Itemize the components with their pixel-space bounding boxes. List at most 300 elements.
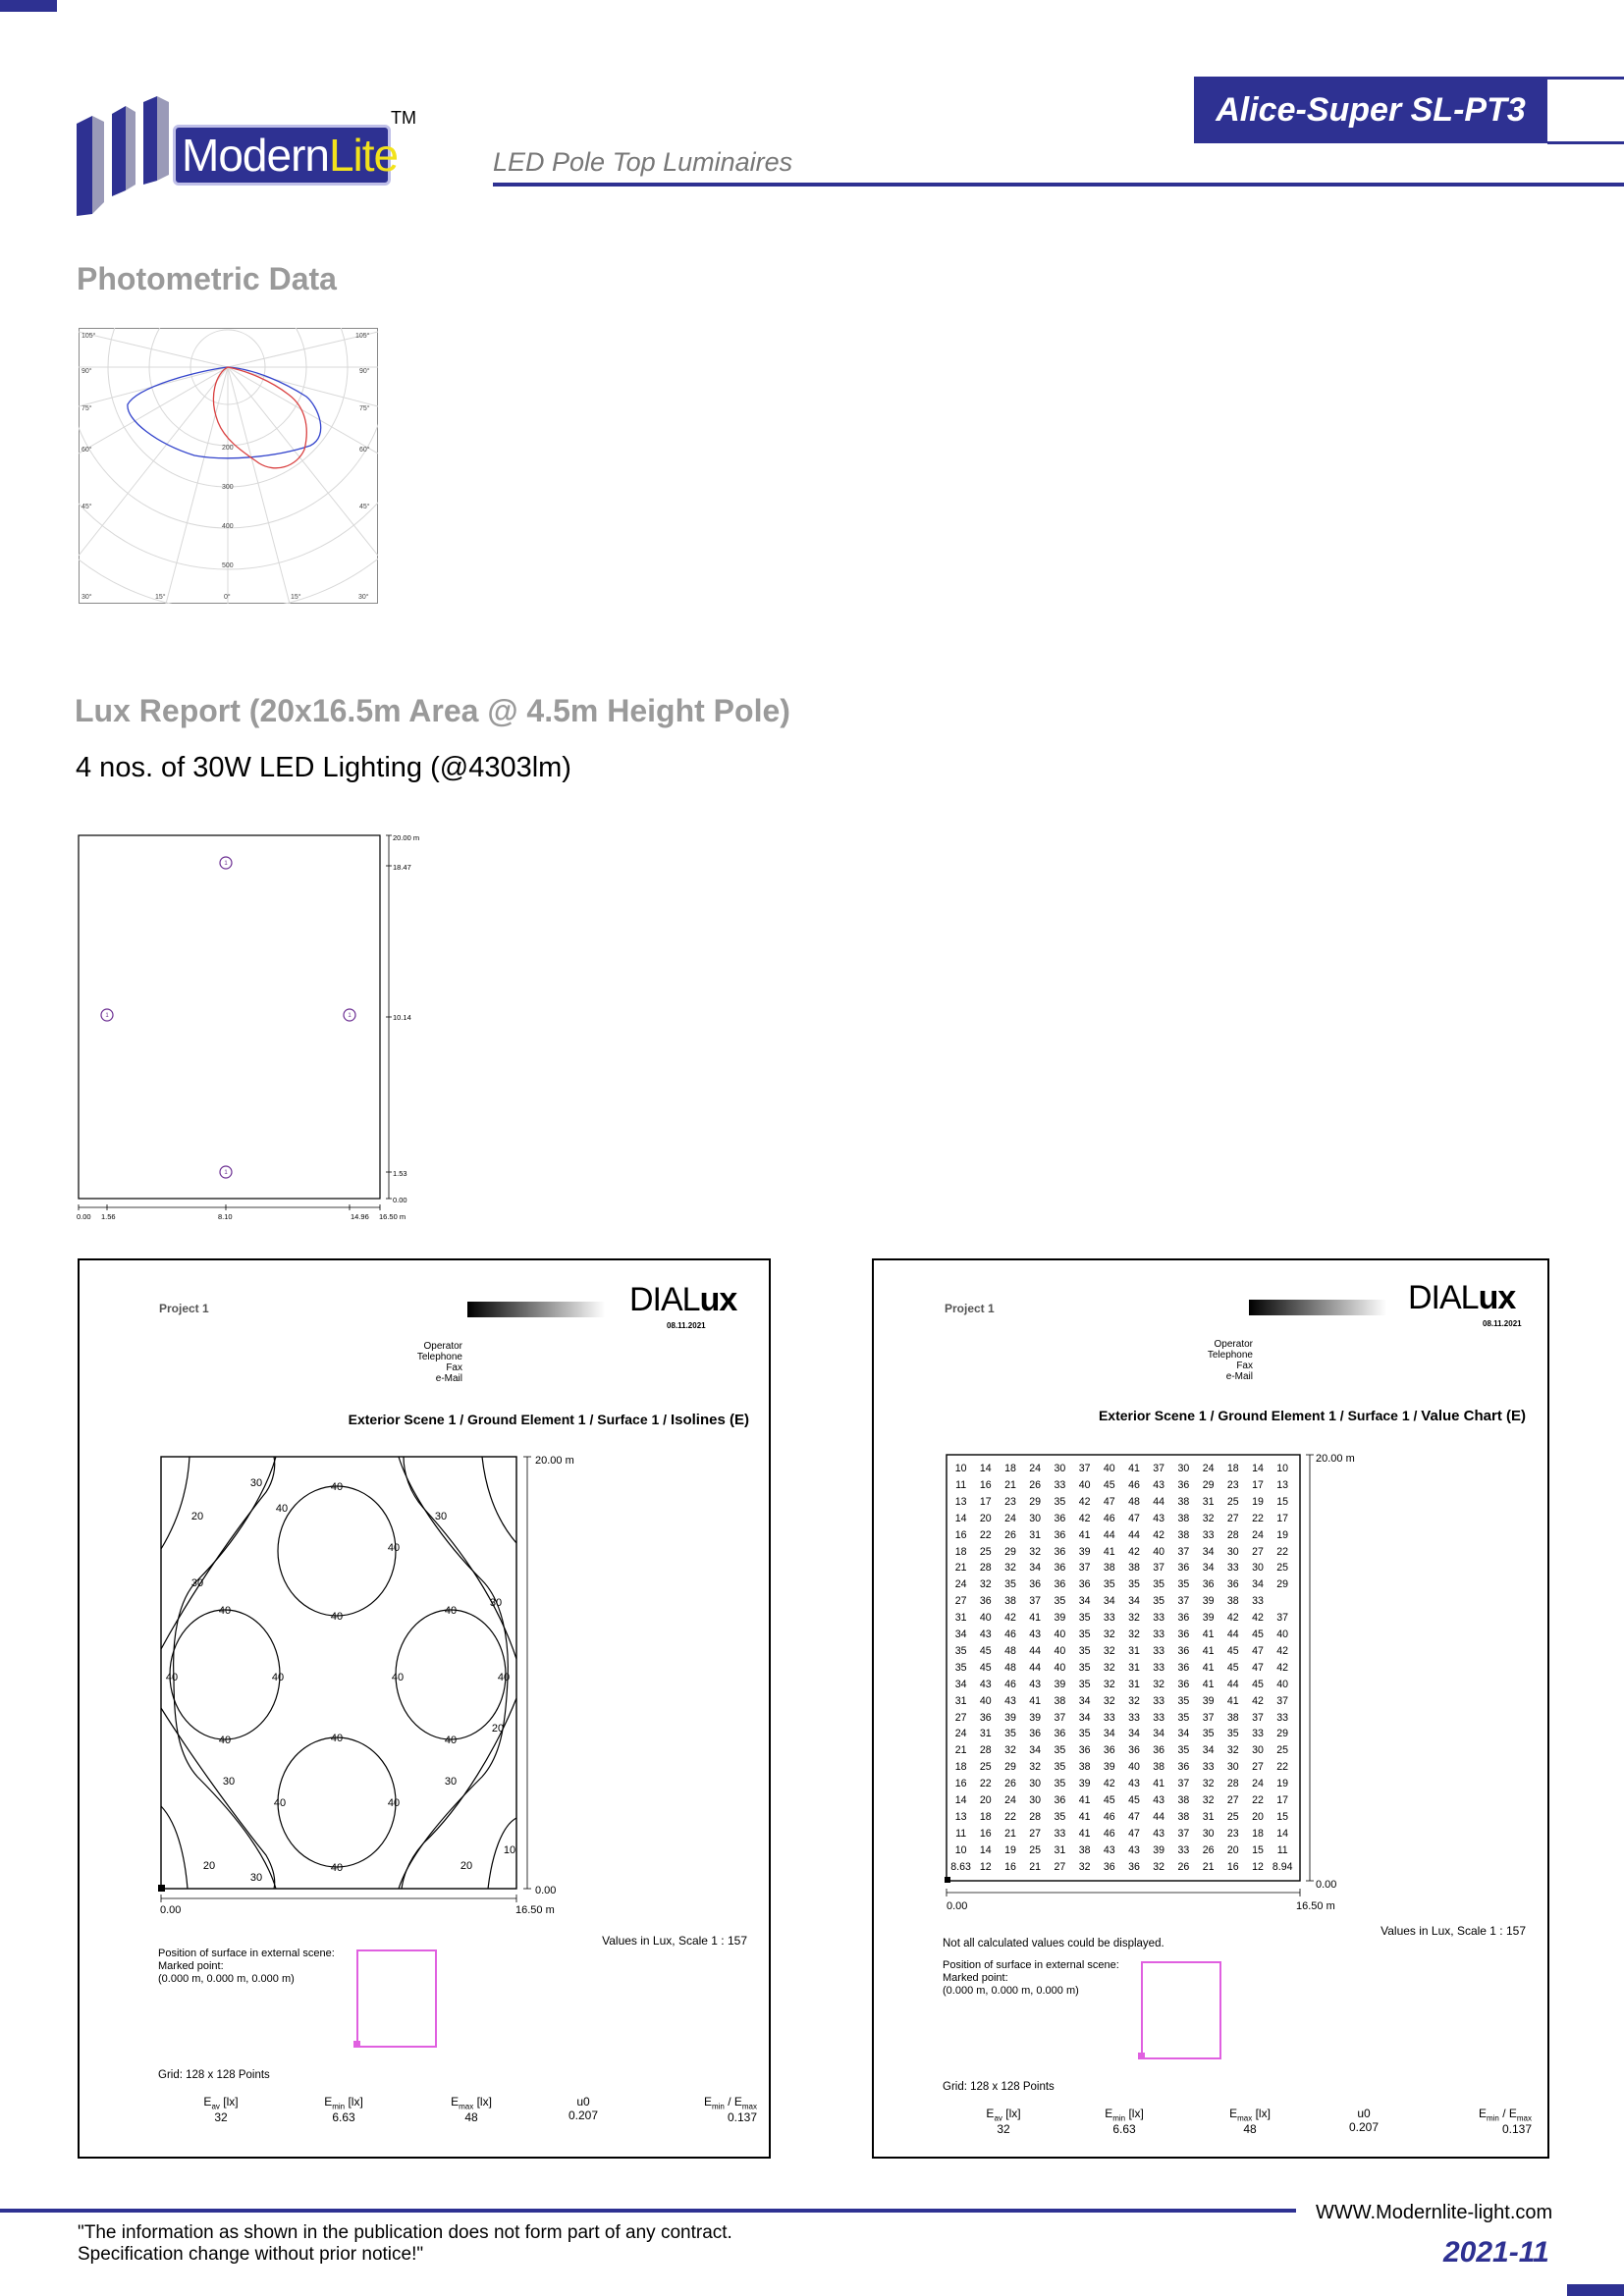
value-cell: 12 [979, 1860, 992, 1873]
product-name: Alice-Super SL-PT3 [1194, 77, 1547, 143]
value-cell: 39 [1078, 1778, 1091, 1790]
value-cell: 34 [1103, 1595, 1115, 1608]
value-cell: 32 [1153, 1678, 1165, 1690]
radial-label: 300 [222, 484, 234, 491]
not-all-values-note: Not all calculated values could be displayed. [943, 1938, 1164, 1949]
layout-y-label: 18.47 [393, 863, 411, 872]
value-cell: 32 [1103, 1644, 1115, 1657]
angle-label: 15° [155, 594, 166, 601]
value-cell: 41 [1103, 1545, 1115, 1558]
value-cell: 35 [1054, 1761, 1066, 1774]
luminaire-marker-label: 1 [224, 1170, 228, 1176]
value-cell: 36 [1128, 1860, 1140, 1873]
value-cell: 30 [1226, 1761, 1239, 1774]
top-corner-bar [0, 0, 57, 12]
value-cell: 33 [1252, 1595, 1264, 1608]
value-cell: 21 [1029, 1860, 1042, 1873]
isoline-label: 40 [330, 1481, 344, 1493]
position-block [943, 1959, 1119, 1998]
stat-emax: $E_{max}$ [lx] 48 [451, 2095, 492, 2125]
footer-url[interactable]: WWW.Modernlite-light.com [1316, 2202, 1553, 2223]
value-cell: 22 [979, 1778, 992, 1790]
angle-label: 75° [359, 405, 370, 412]
value-cell: 19 [1276, 1528, 1289, 1541]
value-cell: 30 [1029, 1778, 1042, 1790]
value-cell: 15 [1276, 1810, 1289, 1823]
value-cell: 37 [1252, 1711, 1264, 1724]
value-cell: 42 [1103, 1778, 1115, 1790]
value-cell: 36 [979, 1711, 992, 1724]
value-cell: 31 [1128, 1661, 1140, 1674]
value-cell: 35 [954, 1661, 967, 1674]
value-cell: 15 [1252, 1843, 1264, 1856]
isoline-label: 30 [249, 1872, 263, 1884]
value-cell: 14 [1252, 1463, 1264, 1474]
value-cell: 34 [1202, 1562, 1215, 1575]
value-cell: 40 [1276, 1629, 1289, 1640]
value-cell: 38 [1177, 1495, 1190, 1508]
value-cell: 37 [1153, 1463, 1165, 1474]
value-cell: 25 [1226, 1810, 1239, 1823]
value-cell: 19 [1004, 1843, 1016, 1856]
isoline-label: 40 [444, 1605, 458, 1617]
value-cell: 17 [1252, 1478, 1264, 1491]
radial-label: 400 [222, 523, 234, 530]
value-cell: 27 [954, 1711, 967, 1724]
value-cell: 44 [1153, 1495, 1165, 1508]
value-cell: 29 [1202, 1478, 1215, 1491]
value-cell: 35 [1078, 1661, 1091, 1674]
value-cell: 43 [1128, 1843, 1140, 1856]
value-cell: 35 [1103, 1578, 1115, 1591]
value-cell: 45 [1252, 1678, 1264, 1690]
stat-u0: u0 0.207 [1348, 2107, 1380, 2134]
value-cell: 14 [954, 1512, 967, 1524]
footer-date: 2021-11 [1443, 2236, 1549, 2269]
value-cell: 31 [1128, 1678, 1140, 1690]
value-cell: 36 [1177, 1478, 1190, 1491]
luminaire-marker-label: 1 [224, 861, 228, 867]
value-cell: 34 [954, 1629, 967, 1640]
luminaire-marker-label: 1 [105, 1013, 109, 1019]
isolines-heading [349, 1412, 749, 1428]
value-cell: 26 [1004, 1778, 1016, 1790]
value-cell: 18 [979, 1810, 992, 1823]
value-cell: 41 [1128, 1463, 1140, 1474]
value-cell: 42 [1226, 1612, 1239, 1625]
value-cell: 48 [1128, 1495, 1140, 1508]
value-cell: 35 [1177, 1694, 1190, 1707]
layout-y-label: 10.14 [393, 1013, 411, 1022]
value-cell: 32 [1128, 1612, 1140, 1625]
value-cell: 43 [979, 1678, 992, 1690]
value-cell: 26 [1202, 1843, 1215, 1856]
value-grid [948, 1463, 1296, 1875]
value-cell: 22 [979, 1528, 992, 1541]
value-cell: 40 [1054, 1661, 1066, 1674]
isoline-label: 40 [330, 1733, 344, 1744]
value-cell: 26 [1004, 1528, 1016, 1541]
value-cell: 31 [979, 1728, 992, 1740]
value-cell: 44 [1103, 1528, 1115, 1541]
value-chart-heading [1099, 1408, 1526, 1424]
value-cell: 47 [1128, 1827, 1140, 1840]
value-cell: 25 [1276, 1744, 1289, 1757]
value-cell: 41 [1078, 1827, 1091, 1840]
lux-report-subtitle: 4 nos. of 30W LED Lighting (@4303lm) [76, 752, 571, 783]
value-cell: 31 [954, 1694, 967, 1707]
surface-position-box [356, 1949, 437, 2048]
value-cell: 20 [979, 1512, 992, 1524]
value-cell: 24 [954, 1728, 967, 1740]
value-cell: 35 [1004, 1578, 1016, 1591]
report-date: 08.11.2021 [1483, 1319, 1522, 1328]
value-cell: 33 [1202, 1528, 1215, 1541]
value-cell: 29 [1029, 1495, 1042, 1508]
value-cell: 41 [1029, 1612, 1042, 1625]
dialux-logo [1408, 1280, 1515, 1315]
value-cell: 36 [1054, 1728, 1066, 1740]
value-cell: 45 [1226, 1661, 1239, 1674]
footer-rule [0, 2209, 1296, 2213]
dialux-logo-light: DIAL [1408, 1279, 1479, 1316]
contact-line: Operator [1214, 1339, 1253, 1350]
value-cell: 16 [979, 1827, 992, 1840]
product-frame-bottom [1547, 141, 1624, 144]
value-cell: 46 [1128, 1478, 1140, 1491]
value-cell: 35 [1128, 1578, 1140, 1591]
value-cell: 40 [979, 1612, 992, 1625]
value-cell: 38 [1177, 1528, 1190, 1541]
value-cell: 36 [1054, 1794, 1066, 1806]
value-cell: 42 [1276, 1644, 1289, 1657]
value-cell: 36 [1202, 1578, 1215, 1591]
contact-line: Operator [423, 1341, 462, 1352]
stat-emin: $E_{min}$ [lx] 6.63 [324, 2095, 363, 2125]
value-cell: 36 [1153, 1744, 1165, 1757]
marked-point-dot [353, 2041, 360, 2048]
heading-emph: Value Chart (E) [1421, 1408, 1526, 1424]
value-cell: 44 [1153, 1810, 1165, 1823]
angle-label: 0° [224, 594, 231, 601]
value-cell: 45 [1103, 1478, 1115, 1491]
value-cell: 37 [1177, 1595, 1190, 1608]
value-cell: 34 [1029, 1562, 1042, 1575]
value-cell: 22 [1252, 1794, 1264, 1806]
value-cell: 40 [1054, 1644, 1066, 1657]
value-cell: 32 [1029, 1545, 1042, 1558]
dialux-logo-bold: ux [1478, 1279, 1516, 1316]
value-cell: 37 [1078, 1562, 1091, 1575]
value-cell: 21 [954, 1562, 967, 1575]
value-cell: 38 [1177, 1512, 1190, 1524]
value-cell: 33 [1153, 1612, 1165, 1625]
value-cell: 48 [1004, 1644, 1016, 1657]
value-cell: 34 [1078, 1711, 1091, 1724]
value-cell: 30 [1177, 1463, 1190, 1474]
value-cell: 38 [1078, 1843, 1091, 1856]
x-right-label: 16.50 m [515, 1904, 555, 1916]
value-cell: 33 [1153, 1711, 1165, 1724]
value-cell: 39 [1103, 1761, 1115, 1774]
value-cell: 44 [1029, 1644, 1042, 1657]
value-cell: 35 [1078, 1612, 1091, 1625]
value-cell: 35 [1153, 1595, 1165, 1608]
value-cell: 40 [979, 1694, 992, 1707]
value-cell: 34 [1202, 1545, 1215, 1558]
value-cell: 24 [1029, 1463, 1042, 1474]
dialux-logo [629, 1282, 736, 1317]
value-cell: 43 [1128, 1778, 1140, 1790]
value-cell: 32 [1103, 1661, 1115, 1674]
value-cell: 13 [954, 1810, 967, 1823]
value-cell: 36 [1226, 1578, 1239, 1591]
value-cell: 16 [954, 1778, 967, 1790]
value-cell: 40 [1103, 1463, 1115, 1474]
value-cell: 11 [955, 1478, 967, 1491]
bottom-corner-bar [1567, 2284, 1624, 2296]
isoline-label: 40 [387, 1797, 401, 1809]
value-cell: 25 [1276, 1562, 1289, 1575]
value-cell: 35 [1054, 1595, 1066, 1608]
value-cell: 27 [1226, 1794, 1239, 1806]
value-cell: 47 [1128, 1810, 1140, 1823]
value-cell: 27 [1252, 1545, 1264, 1558]
value-cell: 42 [1128, 1545, 1140, 1558]
value-cell: 20 [1252, 1810, 1264, 1823]
isoline-label: 40 [391, 1672, 405, 1683]
value-cell: 30 [1054, 1463, 1066, 1474]
value-cell: 32 [979, 1578, 992, 1591]
value-cell: 30 [1252, 1744, 1264, 1757]
value-cell: 43 [1029, 1678, 1042, 1690]
value-cell: 44 [1226, 1629, 1239, 1640]
value-cell: 41 [1029, 1694, 1042, 1707]
layout-y-label: 0.00 [393, 1196, 407, 1204]
value-cell: 24 [1004, 1512, 1016, 1524]
value-cell: 20 [979, 1794, 992, 1806]
value-cell: 38 [1226, 1711, 1239, 1724]
value-cell: 32 [1103, 1629, 1115, 1640]
isoline-label: 40 [165, 1672, 179, 1683]
angle-label: 105° [81, 333, 96, 340]
value-cell: 32 [1029, 1761, 1042, 1774]
value-cell: 35 [1054, 1744, 1066, 1757]
value-cell: 36 [1177, 1644, 1190, 1657]
value-cell: 34 [1128, 1595, 1140, 1608]
value-cell: 17 [1276, 1794, 1289, 1806]
dialux-gradient [1249, 1300, 1386, 1315]
value-cell: 15 [1276, 1495, 1289, 1508]
value-cell: 37 [1276, 1612, 1289, 1625]
luminaire-marker-label: 1 [348, 1013, 352, 1019]
isoline-label: 40 [271, 1672, 285, 1683]
value-cell: 24 [954, 1578, 967, 1591]
angle-label: 90° [359, 368, 370, 375]
value-cell: 33 [1153, 1644, 1165, 1657]
value-cell: 43 [1153, 1512, 1165, 1524]
value-cell: 36 [1103, 1744, 1115, 1757]
value-cell: 32 [1004, 1744, 1016, 1757]
value-cell: 36 [1054, 1545, 1066, 1558]
value-cell: 46 [1103, 1810, 1115, 1823]
value-cell: 40 [1078, 1478, 1091, 1491]
value-cell: 42 [1078, 1495, 1091, 1508]
value-cell: 35 [1078, 1678, 1091, 1690]
value-cell: 37 [1078, 1463, 1091, 1474]
value-cell: 37 [1177, 1778, 1190, 1790]
value-cell: 12 [1252, 1860, 1264, 1873]
value-cell: 25 [979, 1545, 992, 1558]
lux-report-title: Lux Report (20x16.5m Area @ 4.5m Height Pole) [75, 693, 790, 728]
value-cell: 39 [1202, 1612, 1215, 1625]
value-cell: 35 [954, 1644, 967, 1657]
value-cell: 35 [1177, 1711, 1190, 1724]
value-cell: 8.94 [1272, 1860, 1293, 1873]
value-cell: 38 [1103, 1562, 1115, 1575]
value-cell: 33 [1177, 1843, 1190, 1856]
value-cell: 35 [1004, 1728, 1016, 1740]
stat-emin: $E_{min}$ [lx] 6.63 [1105, 2107, 1144, 2137]
y-top-label: 20.00 m [535, 1455, 574, 1467]
value-cell: 32 [1103, 1678, 1115, 1690]
value-cell: 46 [1103, 1827, 1115, 1840]
value-cell: 37 [1202, 1711, 1215, 1724]
grid-info: Grid: 128 x 128 Points [943, 2081, 1055, 2093]
value-cell: 11 [1276, 1843, 1288, 1856]
value-cell: 39 [1202, 1595, 1215, 1608]
value-cell: 39 [1054, 1612, 1066, 1625]
marked-point-label: Marked point: [158, 1960, 224, 1972]
value-cell: 32 [1103, 1694, 1115, 1707]
value-cell: 31 [1128, 1644, 1140, 1657]
value-cell: 14 [979, 1463, 992, 1474]
value-cell: 10 [954, 1843, 967, 1856]
contact-line: Telephone [1207, 1350, 1253, 1361]
isoline-label: 10 [503, 1844, 516, 1856]
value-cell: 41 [1202, 1644, 1215, 1657]
value-cell: 18 [1226, 1463, 1239, 1474]
value-cell: 47 [1252, 1644, 1264, 1657]
value-cell: 39 [1078, 1545, 1091, 1558]
isoline-label: 30 [434, 1511, 448, 1522]
value-cell: 16 [1226, 1860, 1239, 1873]
stat-eav: $E_{av}$ [lx] 32 [986, 2107, 1021, 2137]
isoline-label: 40 [275, 1503, 289, 1515]
value-cell: 38 [1054, 1694, 1066, 1707]
value-cell: 39 [1202, 1694, 1215, 1707]
value-cell: 36 [1054, 1562, 1066, 1575]
position-label: Position of surface in external scene: [943, 1959, 1119, 1971]
contact-block [404, 1341, 462, 1384]
isoline-label: 30 [489, 1597, 503, 1609]
product-frame-top [1547, 77, 1624, 80]
value-cell: 45 [979, 1644, 992, 1657]
layout-x-label: 0.00 [77, 1212, 91, 1221]
value-cell: 40 [1128, 1761, 1140, 1774]
value-cell: 36 [1029, 1728, 1042, 1740]
value-cell: 34 [1103, 1728, 1115, 1740]
value-cell: 22 [1276, 1761, 1289, 1774]
value-cell: 43 [1004, 1694, 1016, 1707]
value-cell: 16 [954, 1528, 967, 1541]
value-cell: 45 [1103, 1794, 1115, 1806]
angle-label: 60° [359, 447, 370, 454]
value-cell: 43 [979, 1629, 992, 1640]
logo-mark-icon [75, 94, 175, 216]
angle-label: 45° [359, 504, 370, 510]
marked-point-dot [1138, 2053, 1145, 2059]
value-cell: 47 [1252, 1661, 1264, 1674]
isoline-label: 40 [387, 1542, 401, 1554]
value-cell: 25 [1226, 1495, 1239, 1508]
value-cell: 35 [1226, 1728, 1239, 1740]
value-cell: 38 [1153, 1761, 1165, 1774]
value-cell: 25 [979, 1761, 992, 1774]
angle-label: 30° [81, 594, 92, 601]
value-cell: 27 [1029, 1827, 1042, 1840]
value-cell: 34 [1078, 1595, 1091, 1608]
angle-label: 45° [81, 504, 92, 510]
x-left-label: 0.00 [947, 1900, 968, 1912]
value-cell: 33 [1276, 1711, 1289, 1724]
value-cell: 36 [1054, 1528, 1066, 1541]
value-cell: 35 [1202, 1728, 1215, 1740]
layout-y-label: 1.53 [393, 1169, 407, 1178]
value-cell: 24 [1252, 1778, 1264, 1790]
value-cell: 14 [1276, 1827, 1289, 1840]
value-cell: 37 [1029, 1595, 1042, 1608]
value-cell: 43 [1103, 1843, 1115, 1856]
value-cell: 47 [1103, 1495, 1115, 1508]
value-cell: 34 [1202, 1744, 1215, 1757]
grid-info: Grid: 128 x 128 Points [158, 2069, 270, 2081]
value-cell: 46 [1103, 1512, 1115, 1524]
value-cell: 22 [1252, 1512, 1264, 1524]
x-right-label: 16.50 m [1296, 1900, 1335, 1912]
trademark: TM [391, 108, 416, 128]
value-cell: 35 [1054, 1495, 1066, 1508]
radial-label: 500 [222, 562, 234, 569]
value-cell: 19 [1252, 1495, 1264, 1508]
isoline-label: 30 [190, 1577, 204, 1589]
contact-line: Telephone [416, 1352, 462, 1362]
value-cell: 36 [1103, 1860, 1115, 1873]
value-cell: 29 [1004, 1545, 1016, 1558]
isoline-label: 30 [249, 1477, 263, 1489]
value-cell: 36 [1128, 1744, 1140, 1757]
value-cell: 27 [1054, 1860, 1066, 1873]
value-cell: 38 [1004, 1595, 1016, 1608]
isoline-label: 30 [444, 1776, 458, 1788]
value-cell: 32 [1128, 1694, 1140, 1707]
value-cell: 33 [1226, 1562, 1239, 1575]
value-cell: 13 [1276, 1478, 1289, 1491]
value-cell: 45 [1226, 1644, 1239, 1657]
value-cell: 23 [1004, 1495, 1016, 1508]
value-cell: 43 [1153, 1827, 1165, 1840]
value-cell: 31 [1054, 1843, 1066, 1856]
isoline-label: 40 [444, 1735, 458, 1746]
value-cell: 30 [1029, 1794, 1042, 1806]
value-cell: 29 [1276, 1728, 1289, 1740]
value-cell: 35 [1078, 1728, 1091, 1740]
value-cell: 37 [1177, 1545, 1190, 1558]
layout-x-label: 14.96 [351, 1212, 369, 1221]
value-cell: 27 [1252, 1761, 1264, 1774]
value-cell: 16 [1004, 1860, 1016, 1873]
value-cell: 17 [979, 1495, 992, 1508]
